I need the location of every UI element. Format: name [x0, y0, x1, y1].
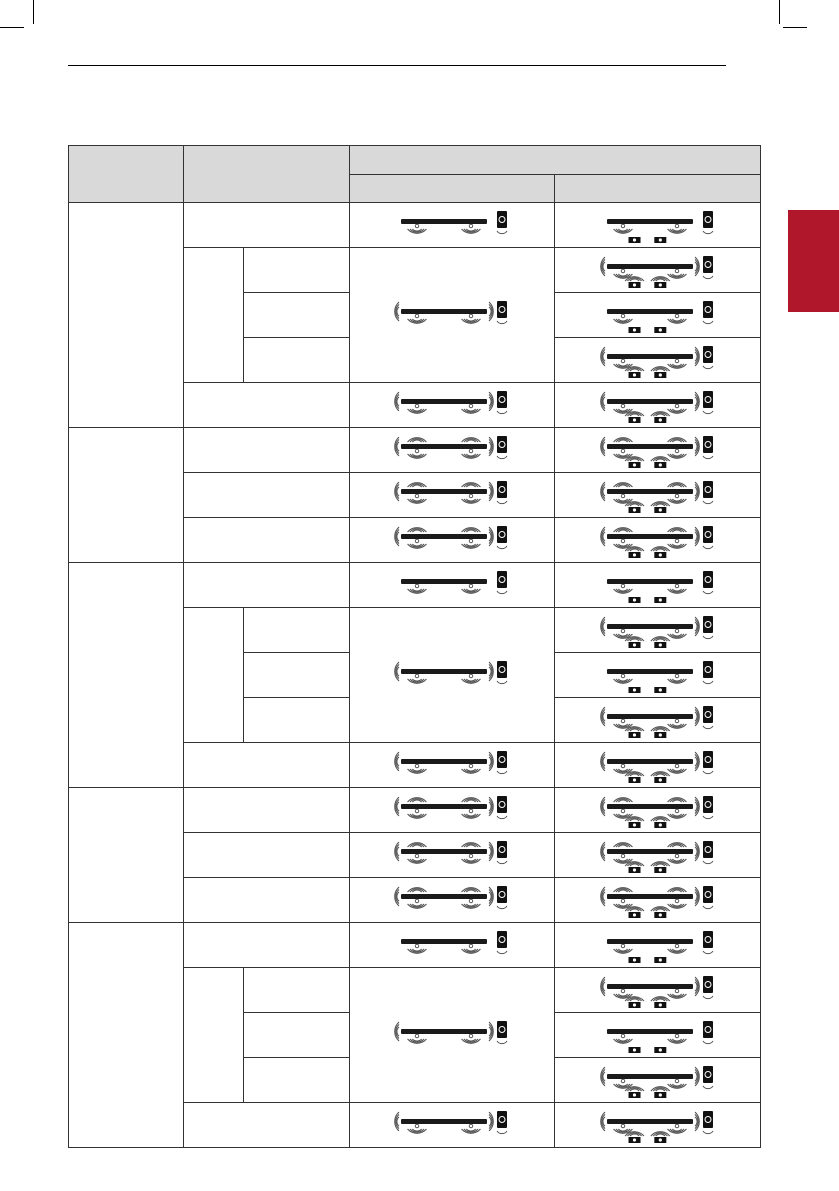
soundbar-diagram-icon [352, 473, 552, 517]
illustration-cell-b [555, 248, 761, 293]
illustration-cell-b [555, 518, 761, 563]
header-cell-a [350, 175, 555, 203]
group-label-cell [69, 788, 184, 923]
sub-mode-cell [244, 653, 350, 698]
table-row [69, 563, 761, 608]
mode-label-cell [184, 563, 350, 608]
illustration-cell-a [350, 1103, 555, 1148]
group-label-cell [69, 563, 184, 788]
soundbar-diagram-icon [352, 1103, 552, 1147]
soundbar-diagram-icon [558, 428, 758, 472]
illustration-cell-b [555, 338, 761, 383]
illustration-cell-b [555, 608, 761, 653]
illustration-cell-b [555, 473, 761, 518]
soundbar-diagram-icon [558, 563, 758, 607]
group-label-cell [69, 203, 184, 428]
mode-label-cell [184, 833, 350, 878]
soundbar-diagram-icon [352, 833, 552, 877]
illustration-cell-a [350, 473, 555, 518]
soundbar-diagram-icon [352, 970, 552, 1100]
illustration-cell-a [350, 608, 555, 743]
illustration-cell-b [555, 1013, 761, 1058]
mode-label-cell [184, 788, 350, 833]
mode-label-cell [184, 203, 350, 248]
illustration-cell-a [350, 428, 555, 473]
sub-mode-cell [244, 1058, 350, 1103]
sub-mode-cell [244, 608, 350, 653]
table-row [69, 428, 761, 473]
soundbar-diagram-icon [558, 653, 758, 697]
illustration-cell-b [555, 653, 761, 698]
mode-label-cell [184, 743, 350, 788]
soundbar-diagram-icon [352, 428, 552, 472]
soundbar-diagram-icon [352, 518, 552, 562]
subgroup-label-cell [184, 248, 244, 383]
soundbar-diagram-icon [558, 608, 758, 652]
soundbar-diagram-icon [352, 383, 552, 427]
mode-label-cell [184, 473, 350, 518]
subgroup-label-cell [184, 968, 244, 1103]
soundbar-diagram-icon [558, 473, 758, 517]
soundbar-diagram-icon [558, 1103, 758, 1147]
illustration-cell-a [350, 203, 555, 248]
illustration-cell-b [555, 428, 761, 473]
soundbar-diagram-icon [558, 248, 758, 292]
soundbar-diagram-icon [558, 1058, 758, 1102]
crop-mark-top-right [783, 27, 807, 28]
mode-label-cell [184, 923, 350, 968]
chapter-tab [788, 210, 839, 312]
illustration-cell-a [350, 788, 555, 833]
soundbar-diagram-icon [558, 698, 758, 742]
soundbar-diagram-icon [352, 203, 552, 247]
sub-mode-cell [244, 698, 350, 743]
header-cell-col2 [184, 146, 350, 203]
mode-label-cell [184, 518, 350, 563]
sub-mode-cell [244, 1013, 350, 1058]
soundbar-diagram-icon [558, 518, 758, 562]
illustration-cell-b [555, 788, 761, 833]
soundbar-diagram-icon [352, 923, 552, 967]
header-cell-b [555, 175, 761, 203]
soundbar-diagram-icon [352, 250, 552, 380]
illustration-cell-a [350, 383, 555, 428]
table-row [69, 788, 761, 833]
soundbar-diagram-icon [558, 383, 758, 427]
soundbar-diagram-icon [558, 338, 758, 382]
illustration-cell-b [555, 698, 761, 743]
soundbar-diagram-icon [558, 968, 758, 1012]
illustration-cell-b [555, 383, 761, 428]
illustration-cell-a [350, 563, 555, 608]
soundbar-diagram-icon [352, 878, 552, 922]
mode-label-cell [184, 428, 350, 473]
sub-mode-cell [244, 293, 350, 338]
speaker-output-table [68, 145, 761, 1148]
illustration-cell-b [555, 293, 761, 338]
soundbar-diagram-icon [558, 788, 758, 832]
sub-mode-cell [244, 968, 350, 1013]
crop-mark-right [779, 0, 780, 24]
header-rule [68, 65, 726, 66]
soundbar-diagram-icon [558, 203, 758, 247]
illustration-cell-a [350, 248, 555, 383]
sub-mode-cell [244, 338, 350, 383]
illustration-cell-a [350, 968, 555, 1103]
soundbar-diagram-icon [558, 833, 758, 877]
table-row [69, 923, 761, 968]
mode-label-cell [184, 1103, 350, 1148]
illustration-cell-a [350, 923, 555, 968]
illustration-cell-b [555, 968, 761, 1013]
soundbar-diagram-icon [352, 610, 552, 740]
header-cell-col1 [69, 146, 184, 203]
soundbar-diagram-icon [352, 563, 552, 607]
illustration-cell-b [555, 923, 761, 968]
illustration-cell-a [350, 743, 555, 788]
table-row [69, 203, 761, 248]
soundbar-diagram-icon [558, 293, 758, 337]
group-label-cell [69, 923, 184, 1148]
illustration-cell-b [555, 203, 761, 248]
illustration-cell-b [555, 563, 761, 608]
illustration-cell-b [555, 1103, 761, 1148]
soundbar-diagram-icon [352, 743, 552, 787]
illustration-cell-a [350, 518, 555, 563]
illustration-cell-a [350, 878, 555, 923]
sub-mode-cell [244, 248, 350, 293]
subgroup-label-cell [184, 608, 244, 743]
illustration-cell-b [555, 743, 761, 788]
illustration-cell-b [555, 878, 761, 923]
illustration-cell-b [555, 1058, 761, 1103]
header-cell-group [350, 146, 761, 175]
soundbar-diagram-icon [558, 923, 758, 967]
soundbar-diagram-icon [352, 788, 552, 832]
group-label-cell [69, 428, 184, 563]
soundbar-diagram-icon [558, 1013, 758, 1057]
illustration-cell-b [555, 833, 761, 878]
mode-label-cell [184, 878, 350, 923]
soundbar-diagram-icon [558, 743, 758, 787]
crop-mark-top [0, 27, 24, 28]
illustration-cell-a [350, 833, 555, 878]
crop-mark-left [33, 0, 34, 24]
soundbar-diagram-icon [558, 878, 758, 922]
mode-label-cell [184, 383, 350, 428]
